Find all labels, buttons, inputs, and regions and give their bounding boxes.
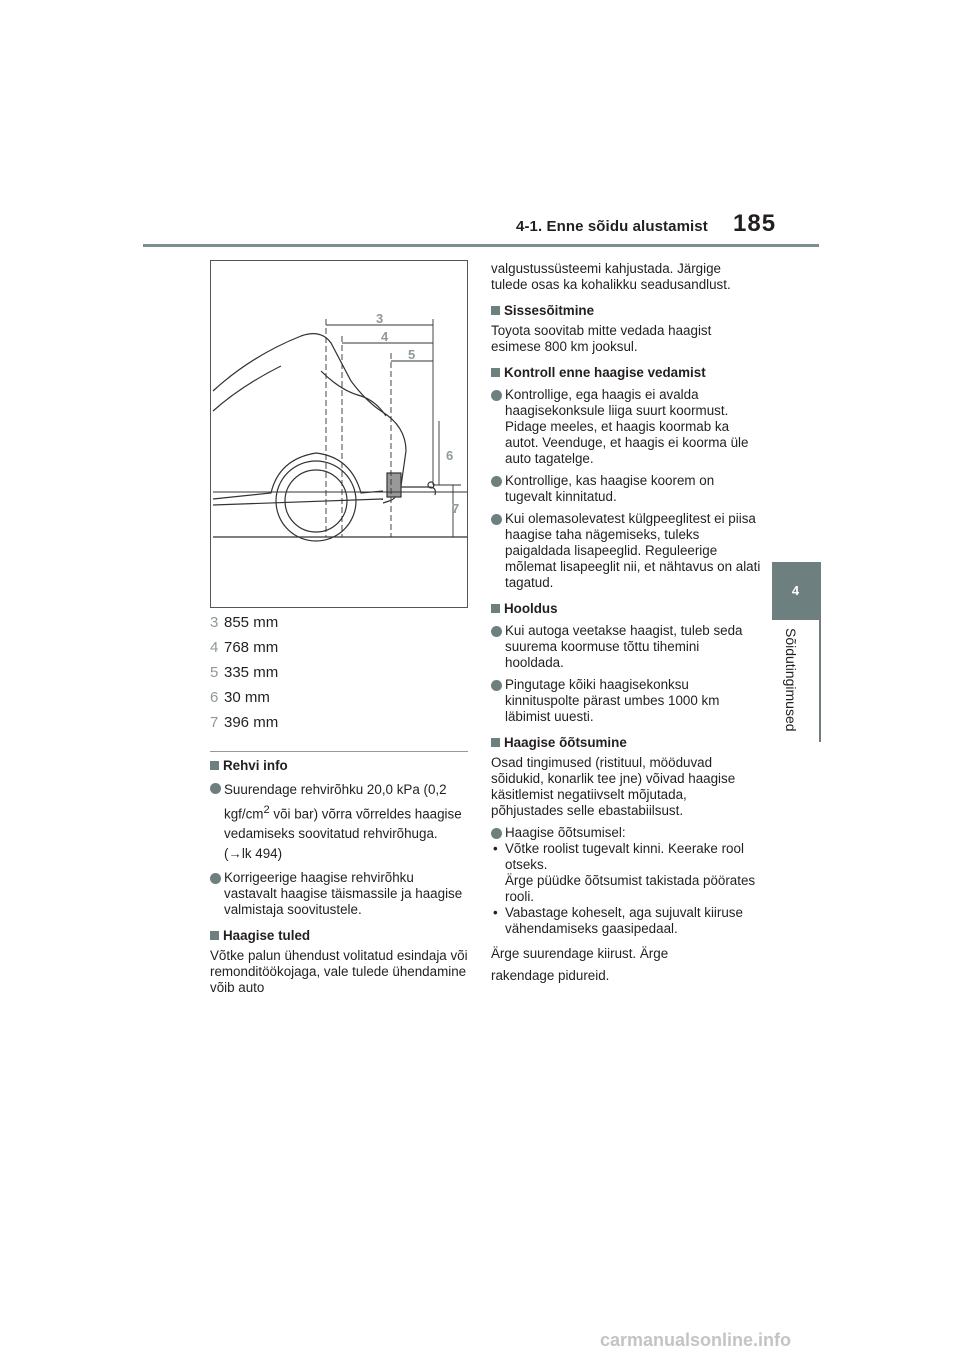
lights-text: Võtke palun ühendust volitatud esindaja või remonditöökojaga, vale tulede ühendamine võib auto (210, 948, 468, 996)
measurement-value: 335 mm (224, 664, 279, 681)
measurement-number: 6 (210, 689, 219, 706)
measurement-item (210, 714, 278, 731)
car-rear-illustration (211, 261, 469, 609)
right-column (491, 261, 761, 987)
square-bullet-icon (491, 306, 500, 315)
square-bullet-icon (210, 761, 219, 770)
circle-bullet-icon (210, 783, 221, 794)
measurement-value: 30 mm (224, 689, 270, 706)
check-bullet: Kontrollige, kas haagise koorem on tugevalt kinnitatud. (491, 473, 761, 505)
figure-label-3: 3 (376, 311, 384, 326)
square-bullet-icon (491, 604, 500, 613)
towing-dimensions-figure (210, 260, 468, 608)
circle-bullet-icon (491, 476, 502, 487)
square-bullet-icon (491, 738, 500, 747)
final-text: Ärge suurendage kiirust. Ärge rakendage pidureid. (491, 946, 669, 983)
sway-bullet: Haagise õõtsumisel: (491, 825, 761, 841)
circle-bullet-icon (210, 873, 221, 884)
measurement-value: 768 mm (224, 639, 279, 656)
header-rule (143, 244, 819, 247)
page-number: 185 (733, 210, 777, 237)
section-title: 4-1. Enne sõidu alustamist (516, 218, 708, 235)
lights-heading: Haagise tuled (210, 928, 468, 944)
measurement-value: 396 mm (224, 714, 279, 731)
measurement-number: 7 (210, 714, 219, 731)
sway-dash-item: • Võtke roolist tugevalt kinni. Keerake rool otseks. Ärge püüdke õõtsumist takistada pöörates rooli. (493, 841, 756, 904)
watermark: carmanualsonline.info (600, 1330, 792, 1350)
figure-label-5: 5 (408, 347, 416, 362)
circle-bullet-icon (491, 390, 502, 401)
measurement-item (210, 614, 278, 631)
measurement-value: 855 mm (224, 614, 279, 631)
arrow-icon: → (228, 846, 242, 862)
chapter-label: Sõidutingimused (783, 628, 799, 732)
measurement-number: 4 (210, 639, 219, 656)
check-bullet: Kui olemasolevatest külgpeeglitest ei piisa haagise taha nägemiseks, tuleks paigaldada lisapeeglid. Reguleerige mõlemat lisapeeglit nii, et nähtavus on alati tagatud. (491, 511, 761, 591)
measurement-item (210, 689, 270, 706)
continued-text: valgustussüsteemi kahjustada. Järgige tulede osas ka kohalikku seadusandlust. (491, 261, 731, 292)
sway-text: Osad tingimused (ristituul, mööduvad sõidukid, konarlik tee jne) võivad haagise käsitlemist negatiivselt mõjutada, põhjustades selle ebastabiilsust. (491, 755, 736, 818)
measurement-item (210, 639, 278, 656)
measurement-number: 5 (210, 664, 219, 681)
sway-heading: Haagise õõtsumine (491, 735, 761, 751)
page-ref-link[interactable]: lk 494) (241, 846, 283, 862)
tire-bullet: Suurendage rehvirõhku 20,0 kPa (0,2 kgf/$cm^2$ või bar) võrra võrreldes haagise vedamiseks soovitatud rehvirõhuga. (→lk 494) (210, 780, 468, 864)
breakin-heading: Sissesõitmine (491, 303, 761, 319)
chapter-tab-rule (819, 562, 821, 742)
figure-label-4: 4 (381, 329, 389, 344)
chapter-tab[interactable]: 4 (772, 562, 819, 620)
figure-label-7: 7 (452, 501, 460, 516)
circle-bullet-icon (491, 626, 502, 637)
tire-section (210, 758, 468, 996)
square-bullet-icon (491, 368, 500, 377)
circle-bullet-icon (491, 828, 502, 839)
figure-label-6: 6 (446, 448, 454, 463)
measurement-item (210, 664, 278, 681)
section-divider (210, 751, 468, 752)
check-heading: Kontroll enne haagise vedamist (491, 365, 761, 381)
square-bullet-icon (210, 931, 219, 940)
check-bullet: Kontrollige, ega haagis ei avalda haagisekonksule liiga suurt koormust. Pidage meeles, et haagis koormab ka autot. Veenduge, et haagis ei koorma üle auto tagatelge. (491, 387, 761, 467)
circle-bullet-icon (491, 514, 502, 525)
tire-bullet: Korrigeerige haagise rehvirõhku vastavalt haagise täismassile ja haagise valmistaja soovitustele. (210, 870, 468, 918)
maintenance-bullet: Pingutage kõiki haagisekonksu kinnituspolte pärast umbes 1000 km läbimist uuesti. (491, 677, 761, 725)
measurement-number: 3 (210, 614, 219, 631)
circle-bullet-icon (491, 680, 502, 691)
maintenance-heading: Hooldus (491, 601, 761, 617)
sway-dash-item: • Vabastage koheselt, aga sujuvalt kiiruse vähendamiseks gaasipedaal. (493, 905, 743, 936)
maintenance-bullet: Kui autoga veetakse haagist, tuleb seda suurema koormuse tõttu tihemini hooldada. (491, 623, 761, 671)
tire-heading: Rehvi info (210, 758, 468, 774)
breakin-text: Toyota soovitab mitte vedada haagist esimese 800 km jooksul. (491, 323, 712, 354)
